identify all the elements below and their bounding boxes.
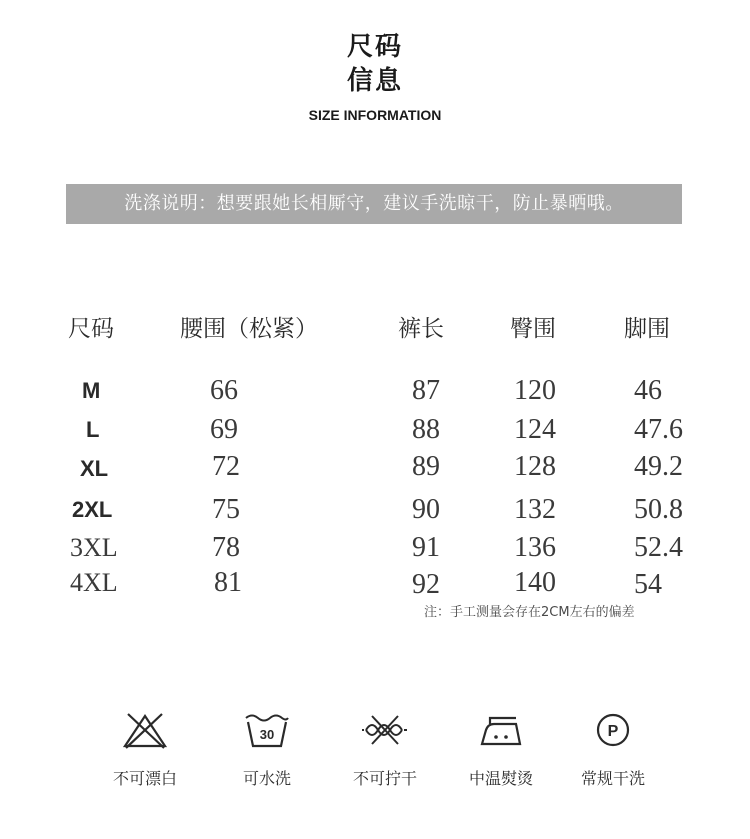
care-item-iron bbox=[446, 710, 556, 789]
wash-30-icon bbox=[242, 710, 292, 750]
size-cell: 4XL bbox=[70, 568, 118, 597]
waist-cell: 69 bbox=[210, 414, 238, 445]
size-cell: M bbox=[82, 378, 101, 403]
column-header-length: 裤长 bbox=[398, 316, 444, 342]
length-cell: 92 bbox=[412, 569, 440, 600]
size-cell: 3XL bbox=[70, 533, 118, 562]
care-item-wash bbox=[212, 710, 322, 789]
hip-cell: 120 bbox=[514, 375, 556, 406]
length-cell: 90 bbox=[412, 494, 440, 525]
column-header-hip: 臀围 bbox=[510, 316, 556, 342]
waist-cell: 66 bbox=[210, 375, 238, 406]
hip-cell: 124 bbox=[514, 414, 556, 445]
ankle-cell: 54 bbox=[634, 569, 662, 600]
svg-text:P: P bbox=[607, 723, 619, 740]
care-item-no-wring bbox=[330, 710, 440, 789]
page-title-line1: 尺码 bbox=[346, 32, 403, 62]
waist-cell: 72 bbox=[212, 451, 240, 482]
column-header-waist: 腰围（松紧） bbox=[180, 316, 318, 342]
hip-cell: 132 bbox=[514, 494, 556, 525]
length-cell: 89 bbox=[412, 451, 440, 482]
size-cell: 2XL bbox=[72, 497, 113, 522]
length-cell: 88 bbox=[412, 414, 440, 445]
measurement-note: 注：手工测量会存在2CM左右的偏差 bbox=[424, 605, 635, 620]
ankle-cell: 49.2 bbox=[634, 451, 683, 482]
column-header-size: 尺码 bbox=[68, 316, 114, 342]
ankle-cell: 46 bbox=[634, 375, 662, 406]
care-label: 中温熨烫 bbox=[468, 769, 533, 788]
care-item-dry-clean bbox=[558, 710, 668, 789]
care-label: 不可拧干 bbox=[352, 769, 417, 788]
ankle-cell: 47.6 bbox=[634, 414, 683, 445]
waist-cell: 75 bbox=[212, 494, 240, 525]
no-wring-icon bbox=[360, 710, 410, 750]
hip-cell: 136 bbox=[514, 532, 556, 563]
svg-text:30: 30 bbox=[259, 727, 275, 742]
column-header-ankle: 脚围 bbox=[624, 316, 670, 342]
care-label: 常规干洗 bbox=[580, 769, 645, 788]
length-cell: 91 bbox=[412, 532, 440, 563]
waist-cell: 78 bbox=[212, 532, 240, 563]
page-subtitle: SIZE INFORMATION bbox=[308, 107, 442, 123]
dry-clean-p-icon bbox=[588, 710, 638, 750]
hip-cell: 140 bbox=[514, 567, 556, 598]
ankle-cell: 50.8 bbox=[634, 494, 683, 525]
size-cell: XL bbox=[80, 456, 109, 481]
page-title-line2: 信息 bbox=[346, 66, 403, 96]
care-label: 不可漂白 bbox=[112, 769, 177, 788]
size-cell: L bbox=[86, 417, 100, 442]
hip-cell: 128 bbox=[514, 451, 556, 482]
washing-instruction-banner: 洗涤说明：想要跟她长相厮守，建议手洗晾干，防止暴晒哦。 bbox=[66, 184, 682, 224]
waist-cell: 81 bbox=[214, 567, 242, 598]
care-item-no-bleach bbox=[90, 710, 200, 789]
ankle-cell: 52.4 bbox=[634, 532, 683, 563]
no-bleach-icon bbox=[120, 710, 170, 750]
care-label: 可水洗 bbox=[242, 769, 291, 788]
iron-medium-icon bbox=[476, 710, 526, 750]
length-cell: 87 bbox=[412, 375, 440, 406]
